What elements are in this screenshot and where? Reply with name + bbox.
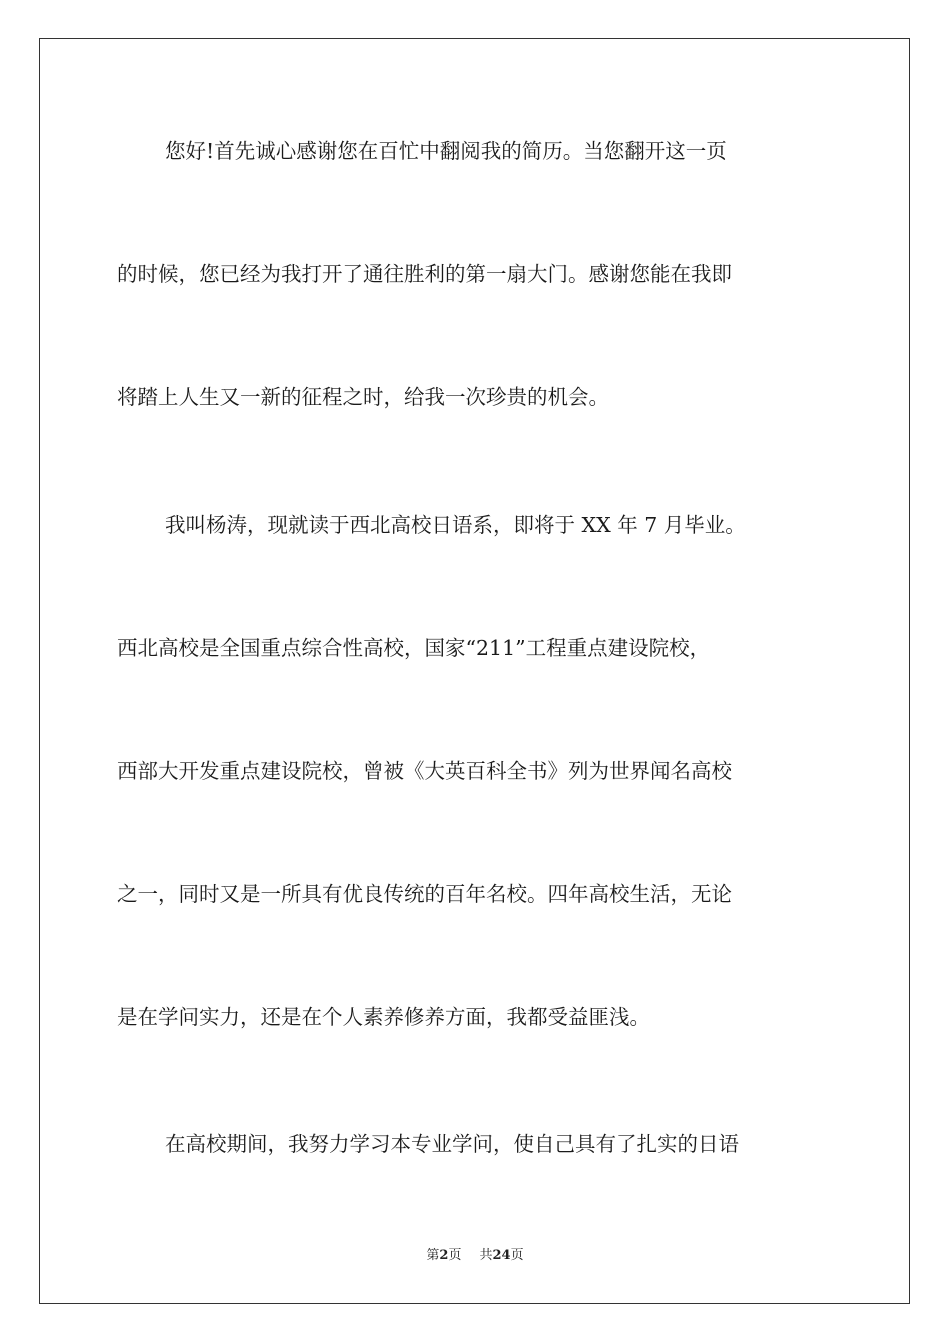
page-footer xyxy=(0,1247,950,1265)
page-suffix: 页 xyxy=(448,1248,462,1263)
paragraph-2-line-4: 之一，同时又是一所具有优良传统的百年名校。四年高校生活，无论 xyxy=(117,882,732,906)
paragraph-2-line-3: 西部大开发重点建设院校，曾被《大英百科全书》列为世界闻名高校 xyxy=(117,759,732,783)
paragraph-2-line-1: 我叫杨涛，现就读于西北高校日语系，即将于 XX 年 7 月毕业。 xyxy=(165,513,746,537)
paragraph-2-line-2: 西北高校是全国重点综合性高校，国家“211”工程重点建设院校， xyxy=(117,636,711,660)
paragraph-1-line-1: 您好!首先诚心感谢您在百忙中翻阅我的简历。当您翻开这一页 xyxy=(165,139,727,163)
paragraph-1-line-2: 的时候，您已经为我打开了通往胜利的第一扇大门。感谢您能在我即 xyxy=(117,262,732,286)
total-suffix: 页 xyxy=(510,1248,524,1263)
total-pages: 24 xyxy=(492,1248,511,1263)
paragraph-3-line-1: 在高校期间，我努力学习本专业学问，使自己具有了扎实的日语 xyxy=(165,1132,739,1156)
total-prefix: 共 xyxy=(479,1248,493,1263)
paragraph-2-line-5: 是在学问实力，还是在个人素养修养方面，我都受益匪浅。 xyxy=(117,1005,650,1029)
page-number: 2 xyxy=(439,1248,449,1263)
page-frame xyxy=(39,38,910,1304)
paragraph-1-line-3: 将踏上人生又一新的征程之时，给我一次珍贵的机会。 xyxy=(117,385,609,409)
page-prefix: 第 xyxy=(426,1248,440,1263)
